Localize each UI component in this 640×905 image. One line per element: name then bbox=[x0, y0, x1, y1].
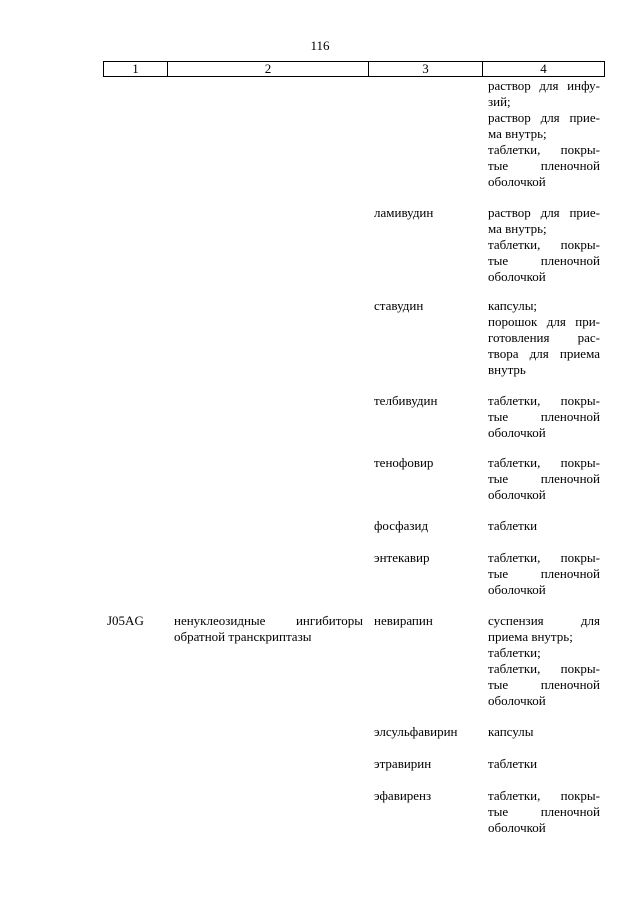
header-col-1: 1 bbox=[132, 61, 139, 76]
dosage-form-cell bbox=[488, 788, 600, 836]
header-col-4: 4 bbox=[540, 61, 547, 76]
atc-code: J05AG bbox=[107, 613, 144, 628]
dosage-form-cell bbox=[488, 613, 600, 709]
dosage-form-line: таблетки, покры- bbox=[488, 788, 600, 803]
header-col-2: 2 bbox=[264, 61, 272, 76]
dosage-form-line: таблетки bbox=[488, 518, 538, 533]
dosage-form-line: тые пленочной bbox=[488, 409, 600, 424]
drug-name: эфавиренз bbox=[374, 788, 432, 803]
dosage-form-line: таблетки; bbox=[488, 645, 541, 660]
drug-name: этравирин bbox=[374, 756, 432, 771]
dosage-form-line: раствор для прие- bbox=[488, 205, 600, 220]
drug-name: ламивудин bbox=[374, 205, 434, 220]
dosage-form-cell bbox=[488, 205, 600, 285]
dosage-form-cell bbox=[488, 518, 600, 534]
dosage-form-cell bbox=[488, 550, 600, 598]
dosage-form-cell bbox=[488, 724, 600, 740]
page-number: 116 bbox=[310, 38, 330, 53]
dosage-form-line: оболочкой bbox=[488, 269, 546, 284]
dosage-form-line: таблетки, покры- bbox=[488, 142, 600, 157]
dosage-form-line: таблетки, покры- bbox=[488, 550, 600, 565]
dosage-form-line: порошок для при- bbox=[488, 314, 600, 329]
pharmacological-group: ненуклеозидные ингибиторы обратной транскриптазы bbox=[174, 613, 363, 644]
dosage-form-line: таблетки bbox=[488, 756, 538, 771]
dosage-form-cell bbox=[488, 393, 600, 441]
dosage-form-line: тые пленочной bbox=[488, 677, 600, 692]
dosage-form-line: раствор для инфу- bbox=[488, 78, 600, 93]
drug-name: невирапин bbox=[374, 613, 433, 628]
dosage-form-line: раствор для прие- bbox=[488, 110, 600, 125]
drug-name: ставудин bbox=[374, 298, 424, 313]
drug-name: тенофовир bbox=[374, 455, 434, 470]
drug-name: энтекавир bbox=[374, 550, 430, 565]
dosage-form-line: ма внутрь; bbox=[488, 126, 547, 141]
dosage-form-line: готовления рас- bbox=[488, 330, 600, 345]
dosage-form-cell bbox=[488, 455, 600, 503]
dosage-form-line: тые пленочной bbox=[488, 253, 600, 268]
dosage-form-line: таблетки, покры- bbox=[488, 237, 600, 252]
dosage-form-line: тые пленочной bbox=[488, 804, 600, 819]
dosage-form-line: ма внутрь; bbox=[488, 221, 547, 236]
dosage-form-line: внутрь bbox=[488, 362, 526, 377]
header-col-3: 3 bbox=[422, 61, 429, 76]
dosage-form-line: оболочкой bbox=[488, 582, 546, 597]
dosage-form-line: оболочкой bbox=[488, 487, 546, 502]
dosage-form-cell bbox=[488, 298, 600, 378]
dosage-form-line: оболочкой bbox=[488, 693, 546, 708]
drug-name: фосфазид bbox=[374, 518, 429, 533]
dosage-form-line: таблетки, покры- bbox=[488, 455, 600, 470]
drug-name: элсульфавирин bbox=[374, 724, 458, 739]
dosage-form-line: зий; bbox=[488, 94, 511, 109]
drug-name: телбивудин bbox=[374, 393, 438, 408]
dosage-form-line: оболочкой bbox=[488, 425, 546, 440]
dosage-form-cell bbox=[488, 756, 600, 772]
table-header-bottom-border bbox=[103, 76, 605, 77]
dosage-form-line: тые пленочной bbox=[488, 471, 600, 486]
dosage-form-cell bbox=[488, 78, 600, 190]
dosage-form-line: суспензия для bbox=[488, 613, 600, 628]
dosage-form-line: твора для приема bbox=[488, 346, 600, 361]
dosage-form-line: оболочкой bbox=[488, 174, 546, 189]
dosage-form-line: капсулы bbox=[488, 724, 534, 739]
dosage-form-line: тые пленочной bbox=[488, 158, 600, 173]
column-divider bbox=[604, 61, 605, 76]
dosage-form-line: тые пленочной bbox=[488, 566, 600, 581]
dosage-form-line: капсулы; bbox=[488, 298, 538, 313]
dosage-form-line: таблетки, покры- bbox=[488, 393, 600, 408]
dosage-form-line: таблетки, покры- bbox=[488, 661, 600, 676]
dosage-form-line: оболочкой bbox=[488, 820, 546, 835]
dosage-form-line: приема внутрь; bbox=[488, 629, 573, 644]
